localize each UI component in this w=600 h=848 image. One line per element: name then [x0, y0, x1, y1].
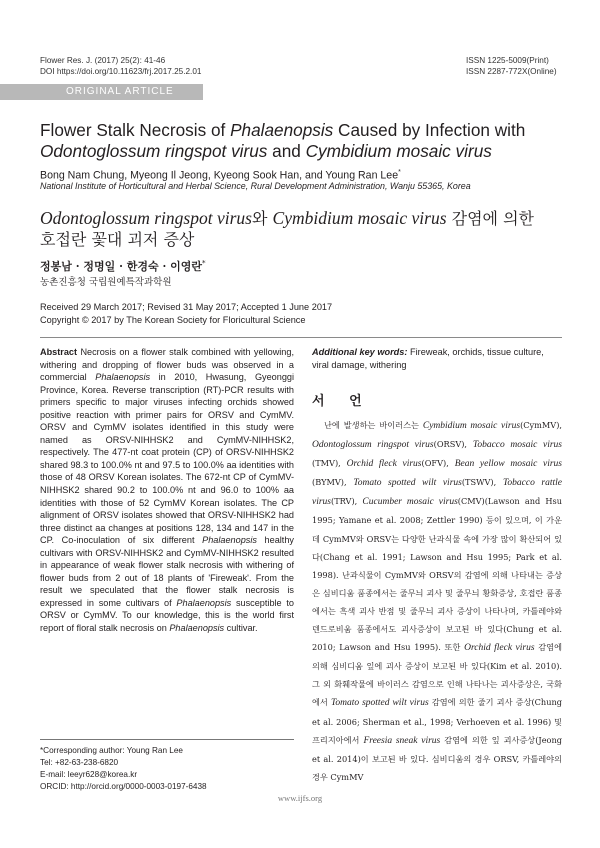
- author-list: Bong Nam Chung, Myeong Il Jeong, Kyeong Sook Han, and Young Ran Lee*: [40, 169, 401, 182]
- article-title: Flower Stalk Necrosis of Phalaenopsis Caused by Infection with Odontoglossum ringspot virus and Cymbidium mosaic virus: [40, 120, 526, 161]
- abstract-text: Abstract Necrosis on a flower stalk combined with yellowing, withering and dropping of flower buds was observed in a commercial Phalaenopsis in 2010, Hwasung, Gyeonggi Province, Korea. Reverse transcription (RT)-PCR results with primers specific to major viruses infecting orchids showed positive reaction with primer pairs for ORSV and CymMV. ORSV and CymMV isolates identified in this study were named as ORSV-NIHHSK2 and CymMV-NIHHSK2, respectively. The 477-nt coat protein (CP) of ORSV-NIHHSK2 shared 98.3 to 100.0% nt and 97.5 to 100.0% aa identities with those of 48 ORSV Korean isolates. The 672-nt CP of CymMV-NIHHSK2 shared 90.2 to 100.0% nt and 96.0 to 100% aa identities with those of 52 CymMV Korean isolates. The CP alignment of ORSV isolates showed that ORSV-NIHHSK2 had three distinct aa changes at positions 128, 134 and 147 in the CP. Co-inoculation of six different Phalaenopsis healthy cultivars with ORSV-NIHHSK2 and CymMV-NIHHSK2 resulted in appearance of weak flower stalk necrosis with withering of flower buds from 2 out of 18 plants of 'Fireweak'. From the result we speculated that the flower stalk necrosis is expressed in some cultivars of Phalaenopsis susceptible to ORSV or CymMV. To our knowledge, this is the world first report of floral stalk necrosis on Phalaenopsis cultivar.: [40, 347, 295, 634]
- divider-top: [40, 337, 562, 338]
- corresponding-mark: *: [398, 169, 401, 176]
- affiliation: National Institute of Horticultural and Herbal Science, Rural Development Administration, Wanju 55365, Korea: [40, 181, 471, 191]
- journal-citation: Flower Res. J. (2017) 25(2): 41-46: [40, 56, 166, 65]
- korean-title: Odontoglossum ringspot virus와 Cymbidium mosaic virus 감염에 의한 호접란 꽃대 괴저 증상: [40, 208, 534, 249]
- keywords: Additional key words: Fireweak, orchids, tissue culture, viral damage, withering: [312, 347, 544, 370]
- doi-link[interactable]: DOI https://doi.org/10.11623/frj.2017.25.2.01: [40, 67, 202, 76]
- korean-affiliation: 농촌진흥청 국립원예특작과학원: [40, 277, 172, 288]
- article-dates: Received 29 March 2017; Revised 31 May 2017; Accepted 1 June 2017: [40, 302, 333, 312]
- author-email[interactable]: E-mail: leeyr628@korea.kr: [40, 770, 138, 779]
- article-type-banner: ORIGINAL ARTICLE: [0, 84, 203, 100]
- section-heading-introduction: 서 언: [312, 394, 372, 409]
- journal-website[interactable]: www.ijfs.org: [277, 793, 323, 803]
- introduction-text: 난에 발생하는 바이러스는 Cymbidium mosaic virus(CymMV), Odontoglossum ringspot virus(ORSV), Tobacco mosaic virus (TMV), Orchid fleck virus(OFV), Bean yellow mosaic virus (BYMV), Tomato spotted wilt virus(TSWV), Tobacco rattle virus(TRV), Cucumber mosaic virus(CMV)(Lawson and Hsu 1995; Yamane et al. 2008; Zettler 1990) 등이 있으며, 이 가운데 CymMV와 ORSV는 다양한 난과식물 속에 가장 많이 확산되어 있다(Chang et al. 1991; Lawson and Hsu 1995; Park et al. 1998). 난과식물이 CymMV와 ORSV의 감염에 의해 나타내는 증상은 심비디움 품종에서는 줄무늬 괴사 및 줄무늬 황화증상, 호접란 품종에서는 흑색 괴사 반점 및 줄무늬 괴사 증상이 나타나며, 카틀레야와 덴드로비움 품종에서도 괴사증상이 보고된 바 있다(Chung et al. 2010; Lawson and Hsu 1995). 또한 Orchid fleck virus 감염에 의해 심비디움 잎에 괴사 증상이 보고된 바 있다(Kim et al. 2010). 그 외 화훼작물에 바이러스 감염으로 인해 나타나는 괴사증상은, 국화에서 Tomato spotted wilt virus 감염에 의한 줄기 괴사 증상(Chung et al. 2006; Sherman et al., 1998; Verhoeven et al. 1996) 및 프리지아에서 Freesia sneak virus 감염에 의한 잎 괴사증상(Jeong et al. 2014)이 보고된 바 있다. 심비디움의 경우 ORSV, 카틀레야의 경우 CymMV: [312, 420, 563, 782]
- footnote-divider: [40, 739, 294, 740]
- copyright-line: Copyright © 2017 by The Korean Society for Floricultural Science: [40, 315, 306, 325]
- corresponding-author: *Corresponding author: Young Ran Lee: [40, 746, 183, 755]
- issn-online: ISSN 2287-772X(Online): [466, 67, 557, 76]
- author-orcid[interactable]: ORCID: http://orcid.org/0000-0003-0197-6438: [40, 782, 207, 791]
- korean-author-list: 정봉남 · 정명일 · 한경숙 · 이영란*: [40, 259, 206, 273]
- author-phone: Tel: +82-63-238-6820: [40, 758, 119, 767]
- issn-print: ISSN 1225-5009(Print): [466, 56, 549, 65]
